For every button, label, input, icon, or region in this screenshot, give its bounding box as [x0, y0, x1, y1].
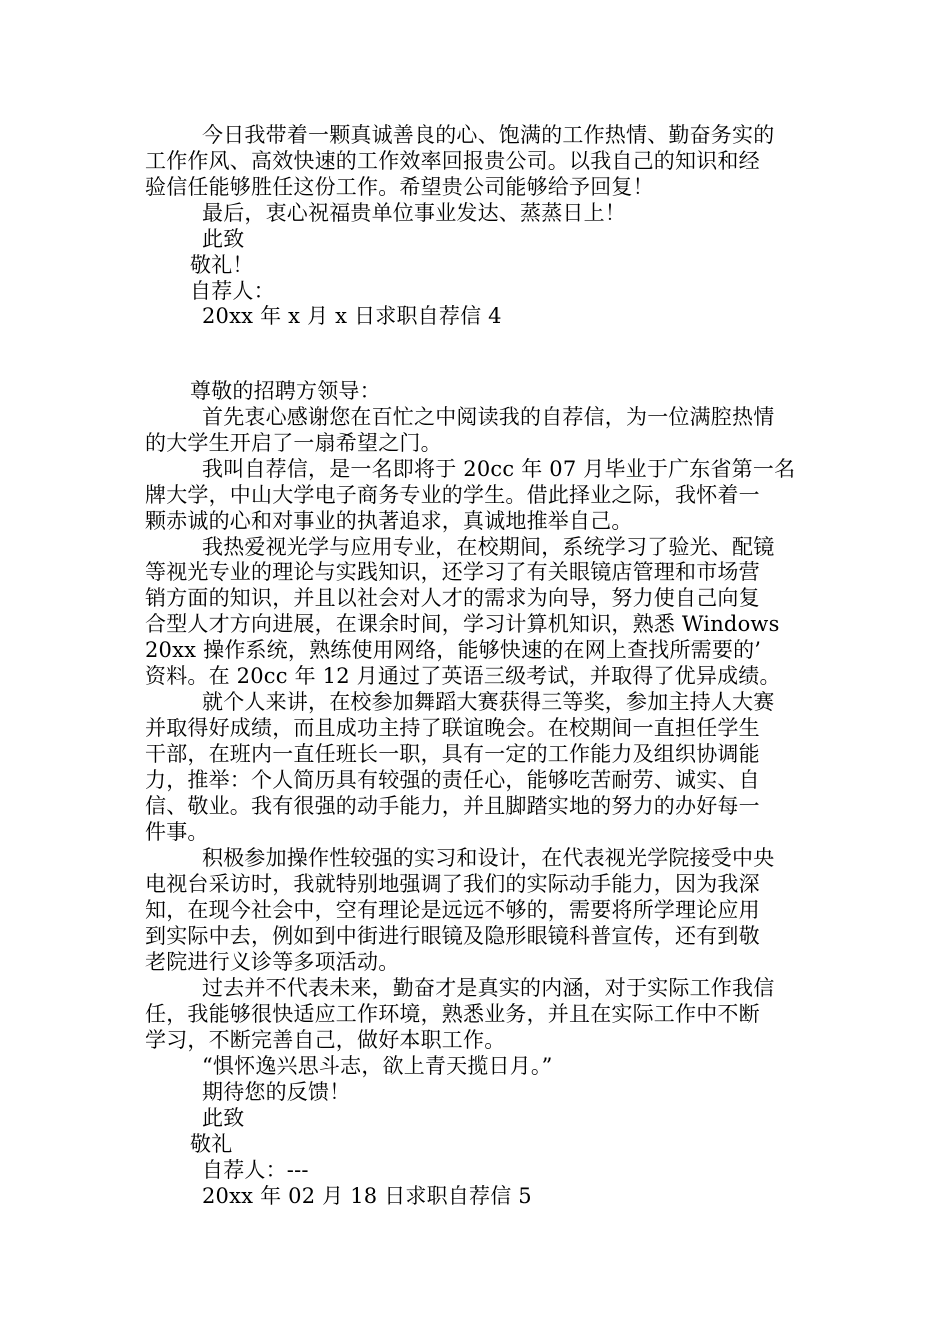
body-text-line: 积极参加操作性较强的实习和设计，在代表视光学院接受中央: [202, 846, 775, 870]
body-text-line: 首先衷心感谢您在百忙之中阅读我的自荐信，为一位满腔热情: [202, 405, 775, 429]
letter-heading: 20xx 年 02 月 18 日求职自荐信 5: [202, 1184, 532, 1208]
letter-heading: 20xx 年 x 月 x 日求职自荐信 4: [202, 304, 502, 328]
body-text-line: 等视光专业的理论与实践知识，还学习了有关眼镜店管理和市场营: [145, 560, 760, 584]
signature-label: 自荐人：---: [202, 1158, 309, 1182]
closing-regards: 敬礼！: [190, 253, 254, 277]
closing-regards: 敬礼: [190, 1132, 233, 1156]
body-text-line: 电视台采访时，我就特别地强调了我们的实际动手能力，因为我深: [145, 872, 760, 896]
closing-wish: 最后，衷心祝福贵单位事业发达、蒸蒸日上！: [202, 201, 626, 225]
body-text-line: 牌大学，中山大学电子商务专业的学生。借此择业之际，我怀着一: [145, 483, 760, 507]
closing-salutation: 此致: [202, 1106, 245, 1130]
closing-expectation: 期待您的反馈！: [202, 1080, 351, 1104]
body-text-line: 的大学生开启了一扇希望之门。: [145, 431, 442, 455]
body-text-line: 20xx 操作系统，熟练使用网络，能够快速的在网上查找所需要的’: [145, 638, 762, 662]
body-text-line: 老院进行义诊等多项活动。: [145, 950, 400, 974]
body-text-line: 验信任能够胜任这份工作。希望贵公司能够给予回复！: [145, 175, 654, 199]
quote-line: “惧怀逸兴思斗志，欲上青天揽日月。”: [202, 1054, 553, 1078]
closing-salutation: 此致: [202, 227, 245, 251]
body-text-line: 并取得好成绩，而且成功主持了联谊晚会。在校期间一直担任学生: [145, 716, 760, 740]
body-text-line: 知，在现今社会中，空有理论是远远不够的，需要将所学理论应用: [145, 898, 760, 922]
body-text-line: 任，我能够很快适应工作环境，熟悉业务，并且在实际工作中不断: [145, 1002, 760, 1026]
body-text-line: 件事。: [145, 820, 209, 844]
greeting: 尊敬的招聘方领导：: [190, 379, 381, 403]
body-text-line: 工作作风、高效快速的工作效率回报贵公司。以我自己的知识和经: [145, 149, 760, 173]
body-text-line: 学习，不断完善自己，做好本职工作。: [145, 1028, 506, 1052]
body-text-line: 合型人才方向进展，在课余时间，学习计算机知识，熟悉 Windows: [145, 612, 780, 636]
body-text-line: 颗赤诚的心和对事业的执著追求，真诚地推举自己。: [145, 509, 633, 533]
body-text-line: 今日我带着一颗真诚善良的心、饱满的工作热情、勤奋务实的: [202, 123, 775, 147]
body-text-line: 过去并不代表未来，勤奋才是真实的内涵，对于实际工作我信: [202, 976, 775, 1000]
body-text-line: 销方面的知识，并且以社会对人才的需求为向导，努力使自己向复: [145, 586, 760, 610]
body-text-line: 我叫自荐信，是一名即将于 20cc 年 07 月毕业于广东省第一名: [202, 457, 796, 481]
body-text-line: 我热爱视光学与应用专业，在校期间，系统学习了验光、配镜: [202, 535, 775, 559]
body-text-line: 到实际中去，例如到中街进行眼镜及隐形眼镜科普宣传，还有到敬: [145, 924, 760, 948]
body-text-line: 资料。在 20cc 年 12 月通过了英语三级考试，并取得了优异成绩。: [145, 664, 781, 688]
body-text-line: 就个人来讲，在校参加舞蹈大赛获得三等奖，参加主持人大赛: [202, 690, 775, 714]
body-text-line: 力，推举：个人简历具有较强的责任心，能够吃苦耐劳、诚实、自: [145, 768, 760, 792]
body-text-line: 信、敬业。我有很强的动手能力，并且脚踏实地的努力的办好每一: [145, 794, 760, 818]
signature-label: 自荐人：: [190, 279, 275, 303]
body-text-line: 干部，在班内一直任班长一职，具有一定的工作能力及组织协调能: [145, 742, 760, 766]
